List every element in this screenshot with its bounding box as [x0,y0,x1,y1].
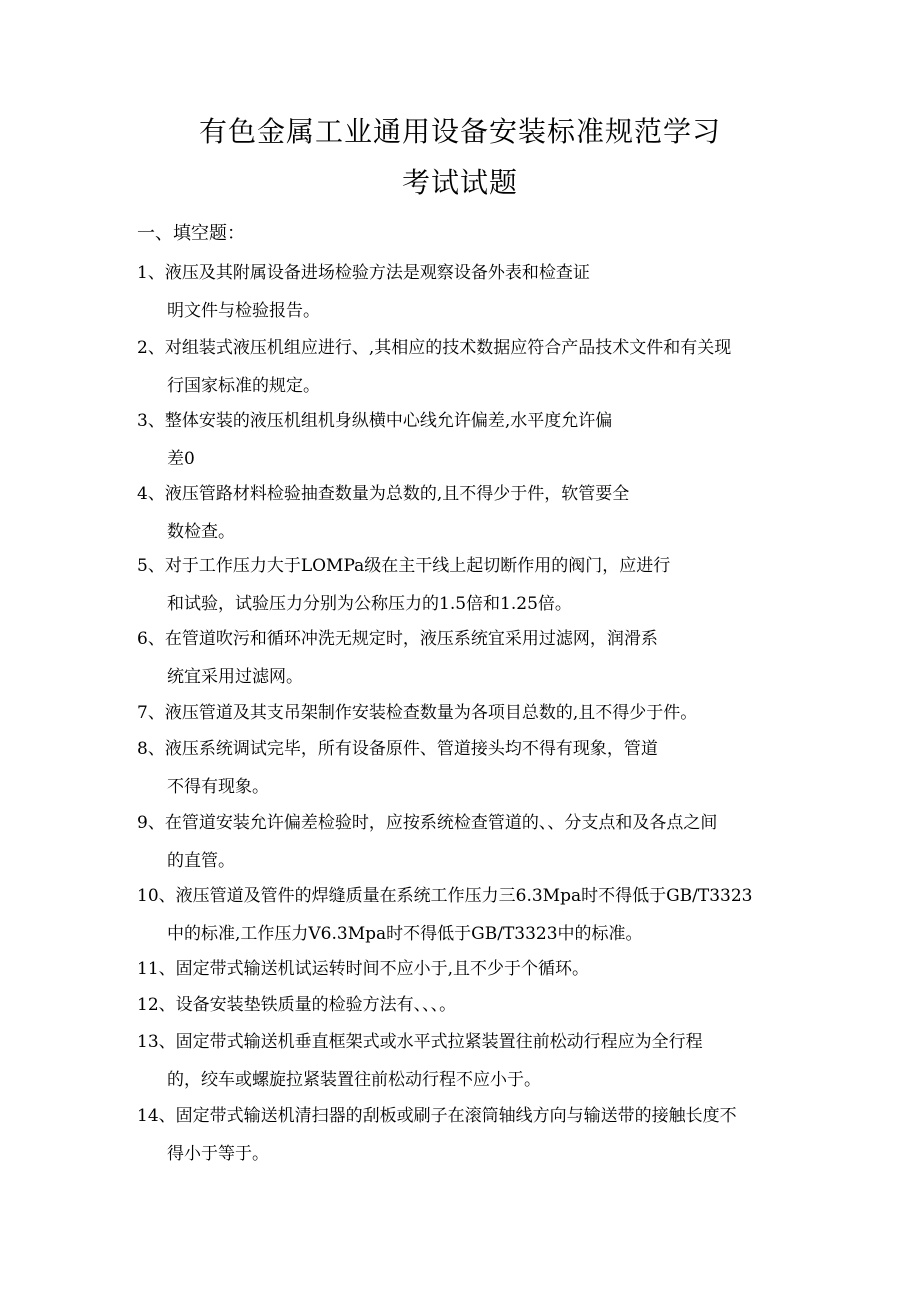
question-line: 13、固定带式输送机垂直框架式或水平式拉紧装置往前松动行程应为全行程 [137,1032,703,1052]
question-11 [137,956,797,982]
question-line: 2、对组装式液压机组应进行、,其相应的技术数据应符合产品技术文件和有关现 [137,338,732,358]
question-2 [137,335,797,399]
question-8 [137,736,797,800]
question-continuation: 的，绞车或螺旋拉紧装置往前松动行程不应小于。 [167,1070,541,1090]
question-line: 9、在管道安装允许偏差检验时，应按系统检查管道的、、分支点和及各点之间 [137,813,718,833]
question-line: 8、液压系统调试完毕，所有设备原件、管道接头均不得有现象，管道 [137,739,658,759]
question-9 [137,810,797,874]
question-continuation: 的直管。 [167,851,235,871]
question-line: 14、固定带式输送机清扫器的刮板或刷子在滚筒轴线方向与输送带的接触长度不 [137,1106,737,1126]
question-6 [137,626,797,690]
question-continuation: 统宜采用过滤网。 [167,667,303,687]
section-heading: 一、填空题： [137,223,245,244]
question-5 [137,553,797,617]
document-subtitle: 考试试题 [401,166,518,199]
question-line: 11、固定带式输送机试运转时间不应小于,且不少于个循环。 [137,959,590,979]
question-line: 4、液压管路材料检验抽查数量为总数的,且不得少于件，软管要全 [137,484,630,504]
question-12 [137,992,797,1018]
question-line: 12、设备安装垫铁质量的检验方法有、、、。 [137,995,457,1015]
question-continuation: 中的标准,工作压力V6.3Mpa时不得低于GB/T3323中的标准。 [167,924,643,944]
question-7 [137,700,797,726]
question-1 [137,260,797,324]
question-4 [137,481,797,545]
question-continuation: 行国家标准的规定。 [167,376,320,396]
question-line: 7、液压管道及其支吊架制作安装检查数量为各项目总数的,且不得少于件。 [137,703,698,723]
question-continuation: 不得有现象。 [167,777,269,797]
question-line: 10、液压管道及管件的焊缝质量在系统工作压力三6.3Mpa时不得低于GB/T3323 [137,886,753,906]
question-line: 5、对于工作压力大于LOMPa级在主干线上起切断作用的阀门，应进行 [137,556,671,576]
question-3 [137,408,797,472]
question-13 [137,1029,797,1093]
document-title: 有色金属工业通用设备安装标准规范学习 [198,115,721,148]
question-continuation: 和试验，试验压力分别为公称压力的1.5倍和1.25倍。 [167,594,572,614]
question-continuation: 差0 [167,449,195,469]
question-line: 3、整体安装的液压机组机身纵横中心线允许偏差,水平度允许偏 [137,411,613,431]
question-line: 1、液压及其附属设备进场检验方法是观察设备外表和检查证 [137,263,590,283]
question-14 [137,1103,797,1167]
question-line: 6、在管道吹污和循环冲洗无规定时，液压系统宜采用过滤网，润滑系 [137,629,658,649]
question-continuation: 得小于等于。 [167,1144,269,1164]
question-continuation: 数检查。 [167,522,235,542]
question-10 [137,883,797,947]
question-continuation: 明文件与检验报告。 [167,301,320,321]
